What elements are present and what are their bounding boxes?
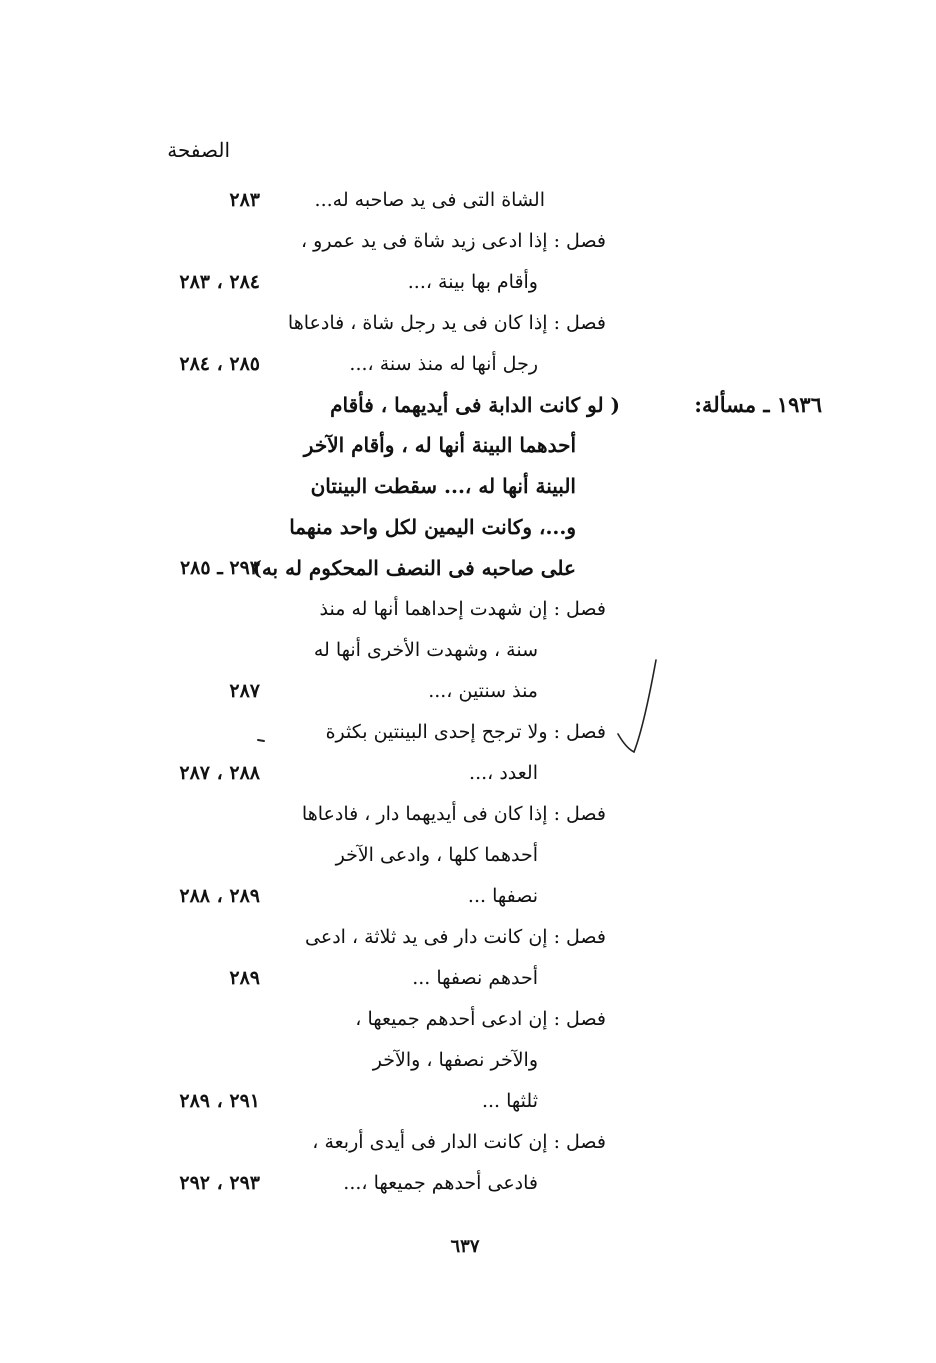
entry-row bbox=[0, 344, 936, 384]
entry-row bbox=[0, 876, 936, 916]
entry-row bbox=[0, 917, 936, 957]
entry-row bbox=[0, 385, 936, 425]
entry-row bbox=[0, 507, 936, 547]
entry-text: منذ سنتين ،... bbox=[428, 680, 538, 702]
entry-row bbox=[0, 221, 936, 261]
entry-text: فصل : إذا كان فى يد رجل شاة ، فادعاها bbox=[287, 312, 606, 334]
entry-row bbox=[0, 466, 936, 506]
entry-text: وأقام بها بينة ،... bbox=[407, 271, 538, 293]
entry-text: العدد ،... bbox=[469, 762, 538, 784]
page-ref: ٢٩٣ ، ٢٩٢ bbox=[179, 1172, 260, 1194]
entry-text: أحدهما البينة أنها له ، وأقام الآخر bbox=[303, 433, 576, 457]
entry-text: سنة ، وشهدت الأخرى أنها له bbox=[313, 639, 538, 661]
stray-mark-icon bbox=[256, 733, 268, 745]
entry-text: البينة أنها له ،... سقطت البينتان bbox=[310, 474, 576, 498]
entry-row bbox=[0, 1040, 936, 1080]
entry-row bbox=[0, 589, 936, 629]
entry-text: نصفها ... bbox=[467, 885, 538, 907]
entry-row bbox=[0, 999, 936, 1039]
page-ref: ٢٨٩ bbox=[229, 967, 260, 989]
entry-text: فصل : إن كانت الدار فى أيدى أربعة ، bbox=[312, 1131, 606, 1153]
entry-text: ثلثها ... bbox=[481, 1090, 538, 1112]
entry-row bbox=[0, 671, 936, 711]
handwritten-check-mark bbox=[612, 656, 662, 756]
entry-text: فصل : إذا كان فى أيديهما دار ، فادعاها bbox=[301, 803, 606, 825]
entry-text: والآخر نصفها ، والآخر bbox=[372, 1049, 538, 1071]
entry-text: الشاة التى فى يد صاحبه له... bbox=[314, 189, 545, 211]
entry-text: و...، وكانت اليمين لكل واحد منهما bbox=[289, 515, 576, 539]
page-ref: ٢٩٣ ـ ٢٨٥ bbox=[179, 557, 260, 579]
page-ref: ٢٨٥ ، ٢٨٤ bbox=[179, 353, 260, 375]
entry-row bbox=[0, 548, 936, 588]
page-ref: ٢٨٩ ، ٢٨٨ bbox=[179, 885, 260, 907]
entry-text: فصل : إن ادعى أحدهم جميعها ، bbox=[355, 1008, 606, 1030]
entry-row bbox=[0, 753, 936, 793]
entry-text: فصل : إذا ادعى زيد شاة فى يد عمرو ، bbox=[300, 230, 606, 252]
page-ref: ٢٩١ ، ٢٨٩ bbox=[179, 1090, 260, 1112]
entry-row bbox=[0, 1081, 936, 1121]
page-ref: ٢٨٤ ، ٢٨٣ bbox=[179, 271, 260, 293]
entry-row bbox=[0, 303, 936, 343]
entry-row bbox=[0, 180, 936, 220]
entry-row bbox=[0, 1163, 936, 1203]
page-ref: ٢٨٨ ، ٢٨٧ bbox=[179, 762, 260, 784]
page-column-header: الصفحة bbox=[167, 138, 230, 162]
entry-text: فصل : ولا ترجح إحدى البينتين بكثرة bbox=[325, 721, 606, 743]
entry-text: فصل : إن كانت دار فى يد ثلاثة ، ادعى bbox=[305, 926, 606, 948]
entry-text: فصل : إن شهدت إحداهما أنها له منذ bbox=[319, 598, 606, 620]
entry-row bbox=[0, 630, 936, 670]
entry-text: أحدهما كلها ، وادعى الآخر bbox=[335, 844, 538, 866]
entry-row bbox=[0, 958, 936, 998]
page-ref: ٢٨٣ bbox=[229, 189, 260, 211]
entry-row bbox=[0, 1122, 936, 1162]
entry-row bbox=[0, 794, 936, 834]
issue-number: ١٩٣٦ ـ مسألة: bbox=[694, 392, 822, 417]
entry-text: أحدهم نصفها ... bbox=[412, 967, 538, 989]
entry-text: على صاحبه فى النصف المحكوم له به) bbox=[252, 556, 576, 580]
page-ref: ٢٨٧ bbox=[229, 680, 260, 702]
entry-text: رجل أنها له منذ سنة ،... bbox=[349, 353, 538, 375]
page-number: ٦٣٧ bbox=[450, 1236, 480, 1257]
entry-row bbox=[0, 712, 936, 752]
entry-row bbox=[0, 835, 936, 875]
entry-row bbox=[0, 425, 936, 465]
entry-text: ( لو كانت الدابة فى أيديهما ، فأقام bbox=[330, 393, 620, 417]
entry-text: فادعى أحدهم جميعها ،... bbox=[343, 1172, 538, 1194]
entry-row bbox=[0, 262, 936, 302]
